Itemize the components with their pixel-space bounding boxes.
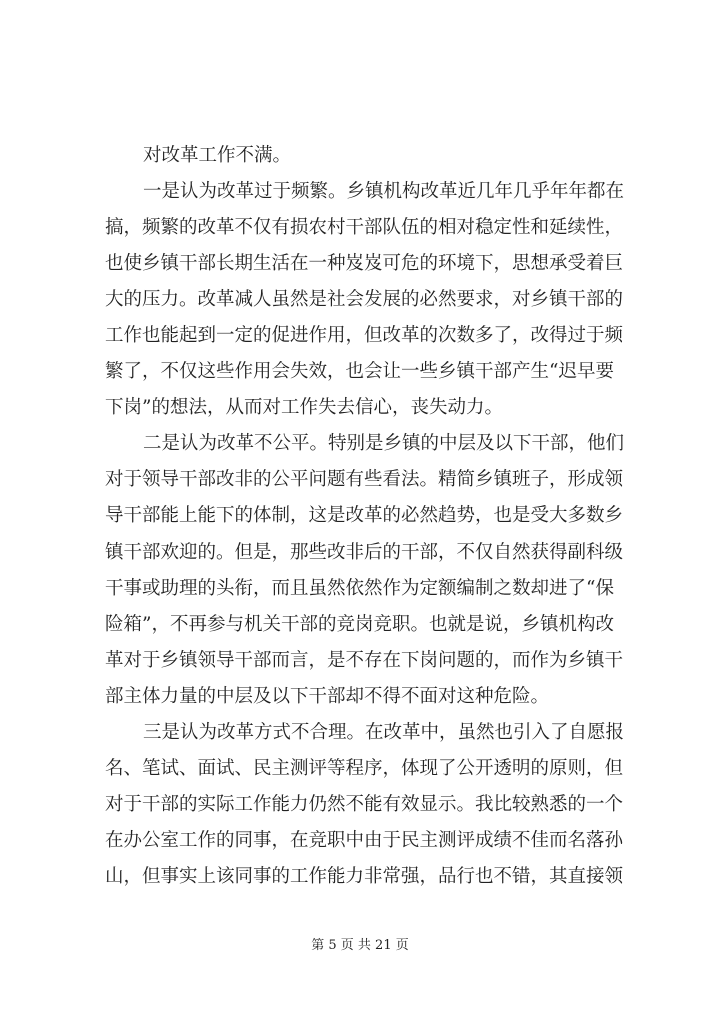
text-line: 对改革工作不满。 (143, 145, 292, 166)
text-line: 工作也能起到一定的促进作用，但改革的次数多了，改得过于频 (105, 325, 624, 347)
text-line: 一是认为改革过于频繁。乡镇机构改革近几年几乎年年都在 (143, 181, 625, 203)
text-line: 对于领导干部改非的公平问题有些看法。精简乡镇班子，形成领 (105, 469, 624, 491)
page-footer: 第 5 页 共 21 页 (311, 938, 409, 953)
text-line: 导干部能上能下的体制，这是改革的必然趋势，也是受大多数乡 (105, 505, 624, 527)
text-line: 也使乡镇干部长期生活在一种岌岌可危的环境下，思想承受着巨 (105, 253, 624, 275)
text-line: 名、笔试、面试、民主测评等程序，体现了公开透明的原则，但 (105, 757, 624, 779)
text-line: 搞，频繁的改革不仅有损农村干部队伍的相对稳定性和延续性， (105, 217, 624, 239)
text-line: 二是认为改革不公平。特别是乡镇的中层及以下干部，他们 (143, 433, 625, 455)
text-line: 繁了，不仅这些作用会失效，也会让一些乡镇干部产生“迟早要 (105, 361, 614, 383)
text-line: 三是认为改革方式不合理。在改革中，虽然也引入了自愿报 (143, 721, 625, 743)
text-line: 镇干部欢迎的。但是，那些改非后的干部，不仅自然获得副科级 (105, 541, 624, 563)
text-line: 部主体力量的中层及以下干部却不得不面对这种危险。 (105, 685, 550, 707)
text-line: 革对于乡镇领导干部而言，是不存在下岗问题的，而作为乡镇干 (105, 649, 624, 671)
text-line: 山，但事实上该同事的工作能力非常强，品行也不错，其直接领 (105, 865, 624, 887)
text-line: 对于干部的实际工作能力仍然不能有效显示。我比较熟悉的一个 (105, 793, 624, 815)
text-line: 大的压力。改革减人虽然是社会发展的必然要求，对乡镇干部的 (105, 289, 624, 311)
text-line: 干事或助理的头衔，而且虽然依然作为定额编制之数却进了“保 (105, 577, 614, 599)
document-body (105, 138, 625, 895)
text-line: 险箱”，不再参与机关干部的竞岗竞职。也就是说，乡镇机构改 (105, 613, 614, 635)
text-line: 下岗”的想法，从而对工作失去信心，丧失动力。 (105, 397, 503, 419)
text-line: 在办公室工作的同事，在竞职中由于民主测评成绩不佳而名落孙 (105, 829, 624, 851)
